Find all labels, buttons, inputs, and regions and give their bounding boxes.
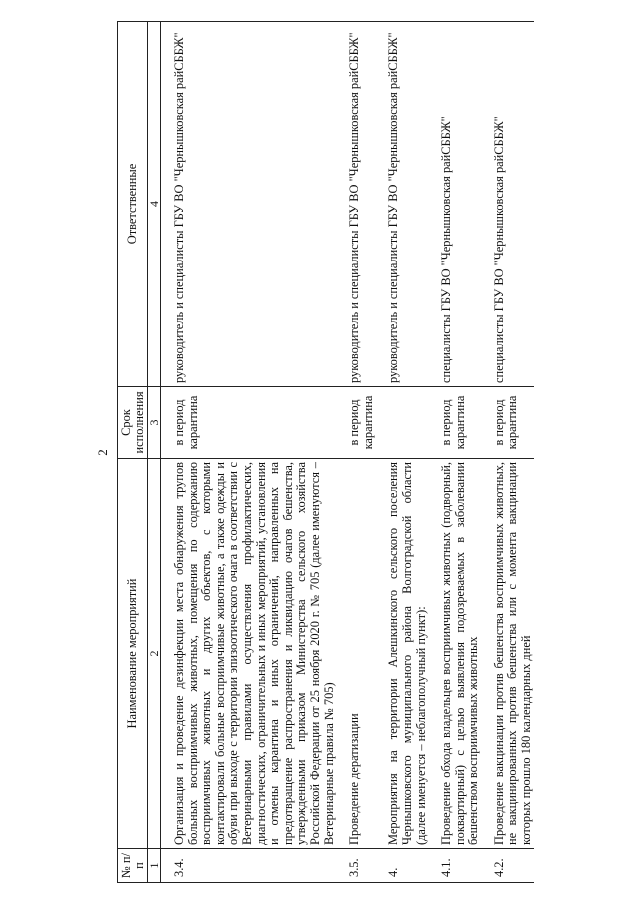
column-index: 1 (148, 849, 161, 883)
measures-table (117, 21, 534, 883)
header-num: № п/п (118, 849, 148, 883)
column-index: 3 (148, 387, 161, 459)
table-row (481, 22, 534, 883)
measure-responsible: руководитель и специалисты ГБУ ВО "Чернышковская райСББЖ" (336, 22, 375, 387)
measure-name: Проведение вакцинации против бешенства восприимчивых животных, не вакцинированных против бешенства или с момента вакцинации которых прошло 180 календарных дней (481, 459, 534, 849)
measure-term: в период карантина (336, 387, 375, 459)
measure-name: Организация и проведение дезинфекции места обнаружения трупов больных восприимчивых животных, помещения по содержанию восприимчивых животных и других объектов, с которыми контактировали больные восприимчивые животные, а также одежды и обуви при выходе с территории эпизоотического очага в соответствии с Ветеринарными правилами осуществления профилактических, диагностических, ограничительных и иных мероприятий, установления и отмены карантина и иных ограничений, направленных на предотвращение распространения и ликвидацию очагов бешенства, утвержденными приказом Министерства сельского хозяйства Российской Федерации от 25 ноября 2020 г. № 705 (далее именуются – Ветеринарные правила № 705) (161, 459, 337, 849)
measure-term: в период карантина (481, 387, 534, 459)
header-name: Наименование мероприятий (118, 459, 148, 849)
measure-term: в период карантина (161, 387, 337, 459)
measure-name: Мероприятия на территории Алешкинского сельского поселения Чернышковского муниципального района Волгоградской области (далее именуется – неблагополучный пункт): (375, 459, 428, 849)
table-row (428, 22, 481, 883)
table-row (336, 22, 375, 883)
row-number: 4. (375, 849, 428, 883)
measure-responsible: руководитель и специалисты ГБУ ВО "Чернышковская райСББЖ" (375, 22, 428, 387)
table-row (375, 22, 428, 883)
row-number: 4.1. (428, 849, 481, 883)
measure-responsible: специалисты ГБУ ВО "Чернышковская райСББЖ" (481, 22, 534, 387)
measure-name: Проведение дератизации (336, 459, 375, 849)
column-index-row (148, 22, 161, 883)
header-term: Срок исполнения (118, 387, 148, 459)
measure-responsible: специалисты ГБУ ВО "Чернышковская райСББЖ" (428, 22, 481, 387)
column-index: 4 (148, 22, 161, 387)
row-number: 3.5. (336, 849, 375, 883)
table-row (161, 22, 337, 883)
measure-name: Проведение обхода владельцев восприимчивых животных (подворный, поквартирный) с целью выявления подозреваемых в заболевании бешенством восприимчивых животных (428, 459, 481, 849)
page-number: 2 (95, 449, 110, 456)
column-index: 2 (148, 459, 161, 849)
header-responsible: Ответственные (118, 22, 148, 387)
measure-term (375, 387, 428, 459)
row-number: 4.2. (481, 849, 534, 883)
measure-term: в период карантина (428, 387, 481, 459)
measure-responsible: руководитель и специалисты ГБУ ВО "Чернышковская райСББЖ" (161, 22, 337, 387)
row-number: 3.4. (161, 849, 337, 883)
table-header-row (118, 22, 148, 883)
